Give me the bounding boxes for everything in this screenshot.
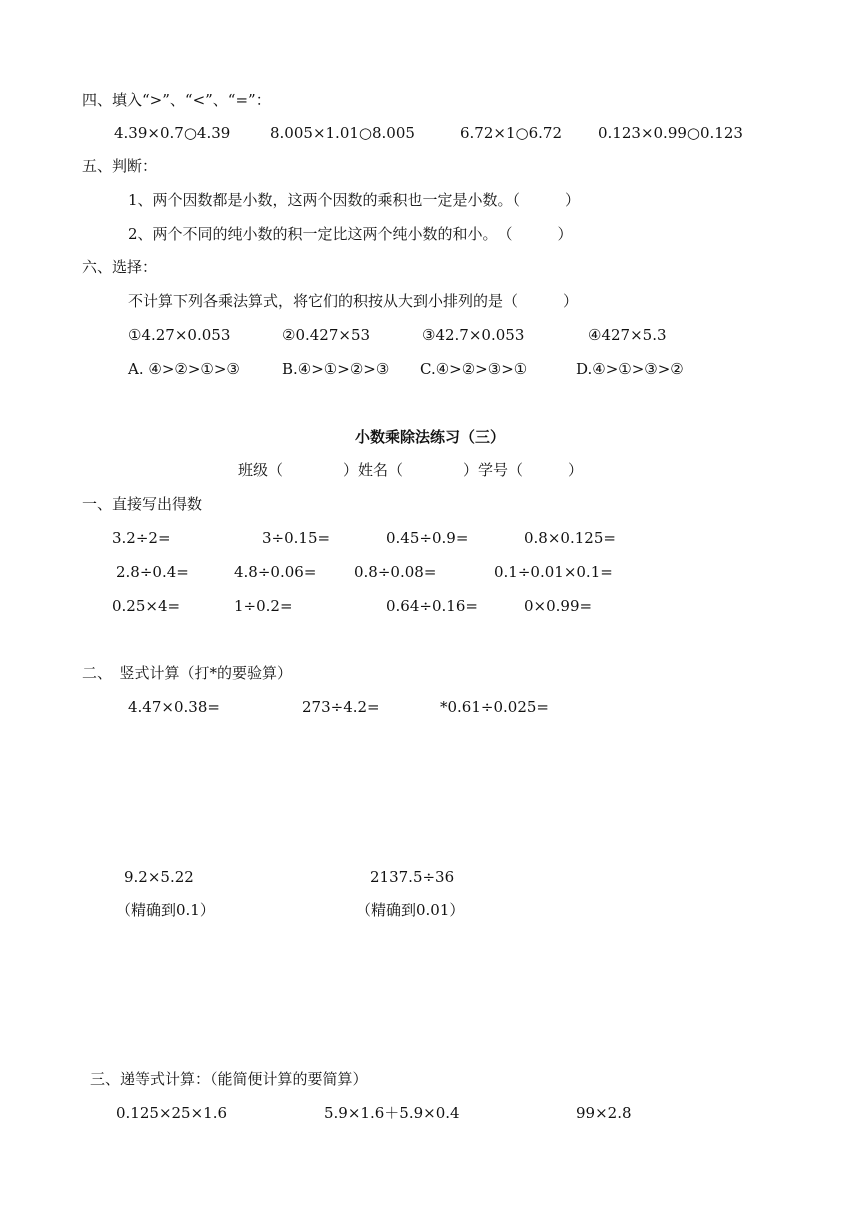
student-info-line: 班级（ ）姓名（ ）学号（ ） — [238, 461, 584, 479]
choose-expr-4: ④427×5.3 — [588, 326, 667, 344]
choose-expr-1: ①4.27×0.053 — [128, 326, 231, 344]
direct-expr: 3÷0.15= — [262, 529, 331, 547]
compare-item-2: 8.005×1.01○8.005 — [270, 124, 415, 142]
choose-heading: 六、选择： — [82, 258, 158, 276]
vertical-expr: 273÷4.2= — [302, 698, 380, 716]
direct-expr: 0.8÷0.08= — [354, 563, 437, 581]
stepwise-expr: 5.9×1.6＋5.9×0.4 — [324, 1104, 460, 1122]
choose-expr-2: ②0.427×53 — [282, 326, 371, 344]
direct-expr: 3.2÷2= — [112, 529, 171, 547]
direct-expr: 0.64÷0.16= — [386, 597, 478, 615]
direct-expr: 0×0.99= — [524, 597, 593, 615]
choose-question: 不计算下列各乘法算式，将它们的积按从大到小排列的是（ ） — [128, 292, 579, 310]
compare-item-4: 0.123×0.99○0.123 — [598, 124, 743, 142]
choose-option-c: C.④>②>③>① — [420, 360, 528, 378]
stepwise-expr: 99×2.8 — [576, 1104, 632, 1122]
direct-expr: 0.8×0.125= — [524, 529, 616, 547]
direct-expr: 0.1÷0.01×0.1= — [494, 563, 613, 581]
direct-expr: 2.8÷0.4= — [116, 563, 189, 581]
compare-item-1: 4.39×0.7○4.39 — [114, 124, 231, 142]
compare-heading: 四、填入“>”、“<”、“=”： — [82, 91, 271, 109]
direct-heading: 一、直接写出得数 — [82, 495, 203, 513]
vertical-expr: *0.61÷0.025= — [440, 698, 549, 716]
direct-expr: 0.45÷0.9= — [386, 529, 469, 547]
vertical-expr: 9.2×5.22 — [124, 868, 194, 886]
vertical-heading: 二、 竖式计算（打*的要验算） — [82, 664, 293, 682]
rounding-note: （精确到0.1） — [116, 901, 215, 919]
choose-option-a: A. ④>②>①>③ — [128, 360, 240, 378]
judge-item-2: 2、两个不同的纯小数的积一定比这两个纯小数的和小。 （ ） — [128, 225, 573, 243]
direct-expr: 4.8÷0.06= — [234, 563, 317, 581]
choose-option-d: D.④>①>③>② — [576, 360, 684, 378]
stepwise-expr: 0.125×25×1.6 — [116, 1104, 228, 1122]
vertical-expr: 4.47×0.38= — [128, 698, 220, 716]
rounding-note: （精确到0.01） — [356, 901, 465, 919]
stepwise-heading: 三、递等式计算：（能简便计算的要简算） — [90, 1070, 368, 1088]
judge-heading: 五、判断： — [82, 157, 158, 175]
direct-expr: 0.25×4= — [112, 597, 181, 615]
choose-expr-3: ③42.7×0.053 — [422, 326, 525, 344]
compare-item-3: 6.72×1○6.72 — [460, 124, 562, 142]
choose-option-b: B.④>①>②>③ — [282, 360, 390, 378]
judge-item-1: 1、两个因数都是小数，这两个因数的乘积也一定是小数。（ ） — [128, 191, 581, 209]
vertical-expr: 2137.5÷36 — [370, 868, 455, 886]
direct-expr: 1÷0.2= — [234, 597, 293, 615]
worksheet-title: 小数乘除法练习（三） — [354, 428, 505, 446]
